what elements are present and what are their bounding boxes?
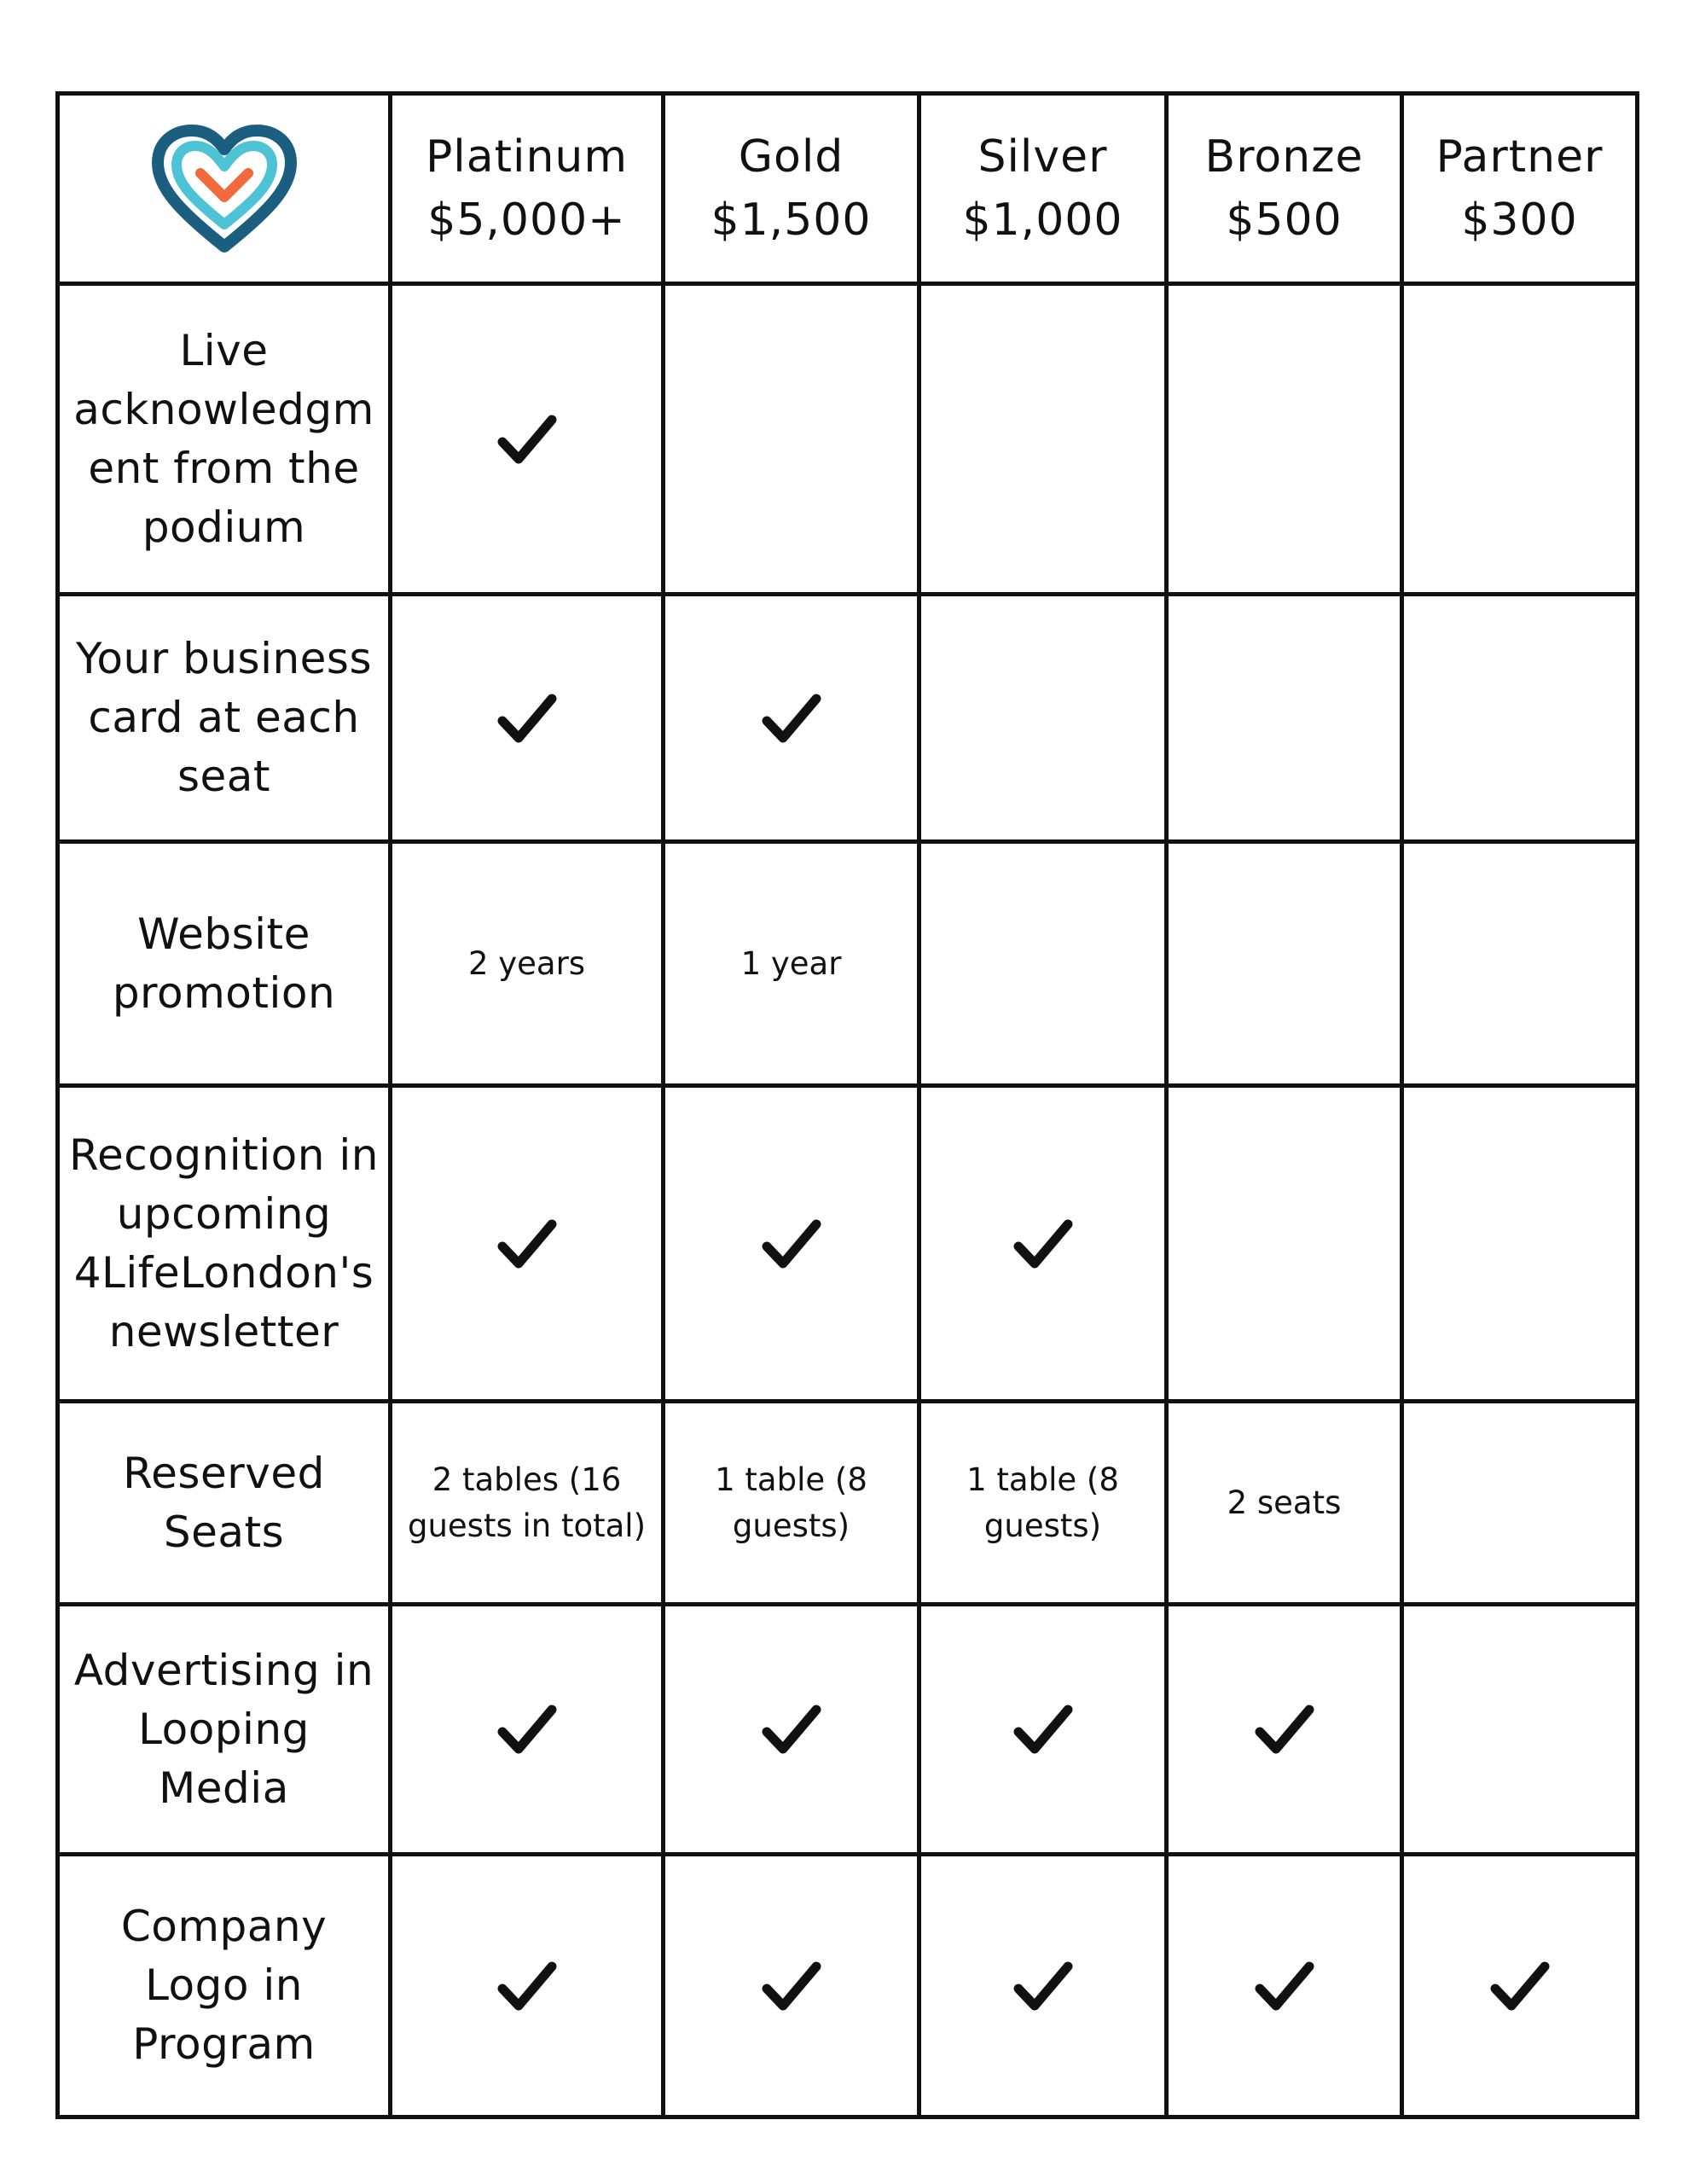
empty-cell: [1167, 1086, 1402, 1402]
check-cell: [664, 1086, 919, 1402]
benefit-value: 2 seats: [1167, 1402, 1402, 1605]
feature-row: [58, 842, 1638, 1086]
checkmark-icon: [762, 1703, 821, 1756]
check-cell: [664, 1605, 919, 1855]
checkmark-icon: [1013, 1703, 1073, 1756]
checkmark-icon: [1490, 1960, 1550, 2013]
empty-cell: [1402, 284, 1638, 595]
checkmark-icon: [497, 413, 557, 466]
feature-label: Reserved Seats: [58, 1402, 391, 1605]
checkmark-icon: [762, 692, 821, 745]
empty-cell: [1402, 1402, 1638, 1605]
benefit-value: 2 years: [391, 842, 664, 1086]
empty-cell: [1402, 595, 1638, 842]
tier-price: $1,000: [962, 195, 1123, 246]
checkmark-icon: [497, 1960, 557, 2013]
tier-name: Gold: [738, 131, 844, 183]
check-cell: [664, 1855, 919, 2117]
benefit-value: 1 table (8 guests): [664, 1402, 919, 1605]
check-cell: [391, 1086, 664, 1402]
empty-cell: [919, 284, 1167, 595]
tier-name: Platinum: [425, 131, 629, 183]
check-cell: [919, 1086, 1167, 1402]
checkmark-icon: [497, 1217, 557, 1270]
empty-cell: [1167, 284, 1402, 595]
feature-label: Recognition in upcoming 4LifeLondon's newsletter: [58, 1086, 391, 1402]
empty-cell: [1402, 1086, 1638, 1402]
check-cell: [391, 1605, 664, 1855]
tier-name: Partner: [1436, 131, 1604, 183]
tier-name: Silver: [977, 131, 1108, 183]
feature-label: Company Logo in Program: [58, 1855, 391, 2117]
heart-logo-icon: [148, 120, 301, 257]
feature-rows: [58, 284, 1638, 2117]
checkmark-icon: [1255, 1703, 1314, 1756]
feature-row: [58, 1855, 1638, 2117]
tier-price: $1,500: [711, 195, 872, 246]
feature-label: Advertising in Looping Media: [58, 1605, 391, 1855]
checkmark-icon: [762, 1960, 821, 2013]
empty-cell: [919, 842, 1167, 1086]
tier-price: $300: [1461, 195, 1578, 246]
tier-name: Bronze: [1204, 131, 1364, 183]
check-cell: [1167, 1855, 1402, 2117]
tier-header-gold: [664, 94, 919, 284]
tier-header-platinum: [391, 94, 664, 284]
feature-row: [58, 284, 1638, 595]
checkmark-icon: [762, 1217, 821, 1270]
checkmark-icon: [497, 1703, 557, 1756]
check-cell: [1167, 1605, 1402, 1855]
checkmark-icon: [497, 692, 557, 745]
check-cell: [391, 284, 664, 595]
tier-price: $5,000+: [427, 195, 626, 246]
empty-cell: [1402, 1605, 1638, 1855]
feature-label: Website promotion: [58, 842, 391, 1086]
tier-header-silver: [919, 94, 1167, 284]
benefit-value: 1 table (8 guests): [919, 1402, 1167, 1605]
feature-row: [58, 595, 1638, 842]
benefit-value: 2 tables (16 guests in total): [391, 1402, 664, 1605]
check-cell: [391, 595, 664, 842]
benefit-value: 1 year: [664, 842, 919, 1086]
tier-price: $500: [1226, 195, 1343, 246]
empty-cell: [1402, 842, 1638, 1086]
logo-cell: [58, 94, 391, 284]
feature-row: [58, 1605, 1638, 1855]
tier-header-row: [58, 94, 1638, 284]
check-cell: [391, 1855, 664, 2117]
empty-cell: [919, 595, 1167, 842]
check-cell: [664, 595, 919, 842]
empty-cell: [1167, 595, 1402, 842]
sponsorship-tier-table: [55, 91, 1639, 2119]
check-cell: [919, 1605, 1167, 1855]
feature-label: Your business card at each seat: [58, 595, 391, 842]
check-cell: [1402, 1855, 1638, 2117]
feature-row: [58, 1402, 1638, 1605]
tier-header-partner: [1402, 94, 1638, 284]
empty-cell: [1167, 842, 1402, 1086]
checkmark-icon: [1013, 1217, 1073, 1270]
checkmark-icon: [1255, 1960, 1314, 2013]
tier-header-bronze: [1167, 94, 1402, 284]
checkmark-icon: [1013, 1960, 1073, 2013]
check-cell: [919, 1855, 1167, 2117]
feature-row: [58, 1086, 1638, 1402]
feature-label: Live acknowledgm ent from the podium: [58, 284, 391, 595]
empty-cell: [664, 284, 919, 595]
